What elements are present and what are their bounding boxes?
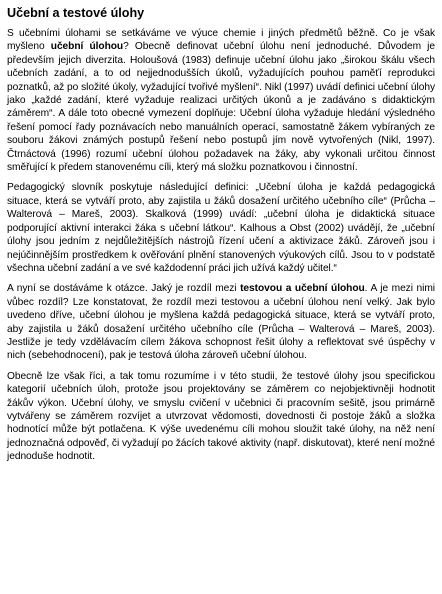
paragraph-1 — [7, 27, 435, 174]
section-heading: Učební a testové úlohy — [7, 6, 145, 20]
paragraph-2 — [7, 181, 435, 275]
bold-term: testovou a učební úlohou — [240, 283, 365, 295]
text-run: S učebními úlohami se setkáváme ve výuce chemie i jiných předmětů běžně. Co je však myšleno — [7, 28, 435, 53]
text-run: Pedagogický slovník poskytuje následující definici: „Učební úloha je každá pedagogická situace, která se vytváří proto, aby zajistila u žáků dosažení určitého učebního cíle“ (Průcha – Walterová – Mareš, 2003). Skalková (1999) uvádí: „učební úloha je didaktická situace podporující aktivní interakci žáka s učební látkou“. Kalhous a Obst (2002) uvádějí, že „učební úlohy jsou jedním z nejdůležitějších nástrojů řízení učení a aktivizace žáků. Zároveň jsou i nejúčinnějším prostředkem k ověřování plnění stanovených výukových cílů. Jsou to v podstatě všechna učební zadání a ve své každodenní práci jich užívá každý učitel.“ — [7, 182, 435, 274]
paragraph-4 — [7, 370, 435, 464]
text-run: . A je mezi nimi vůbec rozdíl? Lze konstatovat, že rozdíl mezi testovou a učební úlohou není velký. Jak bylo uvedeno dříve, učební úlohou je myšlena každá pedagogická situace, která se vytváří proto, aby zajistila u žáků dosažení určitého učebního cíle (Průcha – Walterová – Mareš, 2003). Jestliže je tedy vzdělávacím cílem žákova schopnost řešit úlohy a reflektovat své úspěchy v nich (sebehodnocení), pak je testová úloha zároveň učební úlohou. — [7, 283, 435, 362]
bold-term: učební úlohou — [50, 41, 124, 53]
text-run: A nyní se dostáváme k otázce. Jaký je rozdíl mezi — [7, 283, 241, 295]
text-run: ? Obecně definovat učební úlohu není jednoduché. Důvodem je především jejich diverzita. Holoušová (1983) definuje učební úlohu jako „širokou škálu všech učebních zadání, a to od nejjednodušších úkolů, vyžadujících pouhou paměťí reprodukci poznatků, až po složité úkoly, vyžadující tvořivé myšlení“. Nikl (1997) uvádí definici učební úlohy jako „každé zadání, které vyžaduje realizaci určitých úkonů a je zadáváno s didaktickým záměrem“. A dále toto obecné vymezení doplňuje: Učební úloha vyžaduje hledání výsledného řešení pomocí řady poznávacích nebo manuálních operací, samostatně žákem vybíraných ze souboru žákovi známých postupů řešení nebo postupů jím nově vytvořených (Nikl, 1997). Čtrnáctová (1996) rozumí učební úlohou požadavek na žáky, aby vykonali určitou činnost směřující k předem stanovenému cíli, který má složku poznatkovou i činnostní. — [7, 41, 435, 174]
text-run: Obecně lze však říci, a tak tomu rozumíme i v této studii, že testové úlohy jsou specifickou kategorií učebních úloh, protože jsou projektovány se záměrem co nejobjektivněji hodnotit žákův výkon. Učební úlohy, ve smyslu cvičení v učebnici či pracovním sešitě, jsou primárně vytvářeny se záměrem rozvíjet a utvrzovat vědomosti, dovednosti či postoje žáků a složka hodnotící může být potlačena. K výše uvedenému cíli mohou sloužit také úlohy, na něž není jednoznačná odpověď, či vyžadují po žácích takové aktivity (např. diskutovat), které není možné jednoduše hodnotit. — [7, 370, 435, 463]
body-text — [7, 27, 435, 464]
paragraph-3 — [7, 282, 435, 362]
document-page — [7, 6, 435, 471]
